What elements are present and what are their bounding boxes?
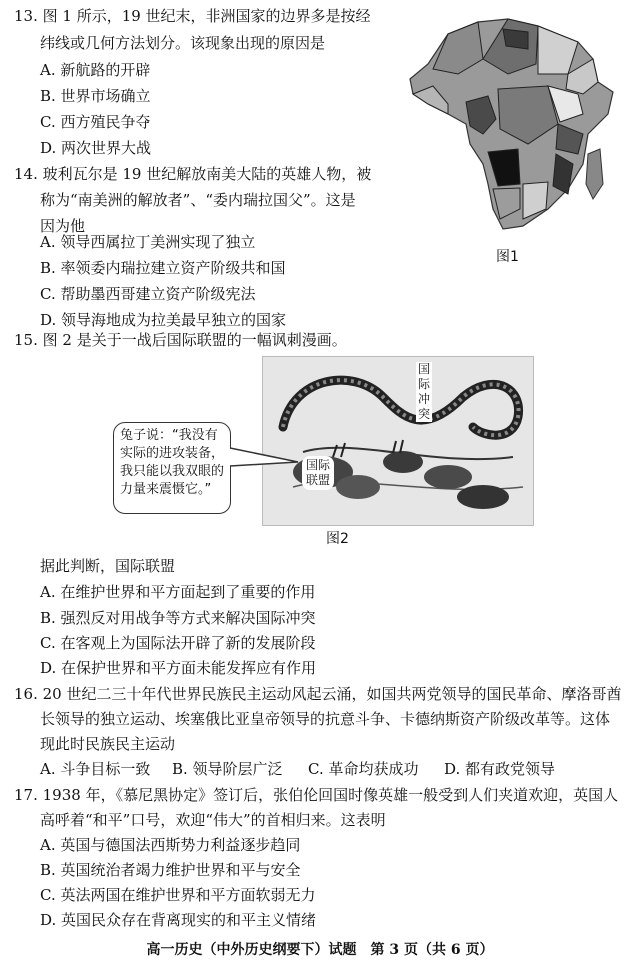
q14-stem-line3: 因为他 [40, 217, 86, 235]
q16-option-b: B. 领导阶层广泛 [172, 760, 283, 778]
q15-stem-line2: 据此判断，国际联盟 [40, 557, 176, 575]
snake-label-char: 突 [417, 407, 430, 421]
speech-bubble: 兔子说：“我没有实际的进攻装备，我只能以我双眼的力量来震慑它。” [113, 422, 231, 514]
page-footer: 高一历史（中外历史纲要下）试题 第 3 页（共 6 页） [146, 942, 494, 958]
q14-option-b: B. 率领委内瑞拉建立资产阶级共和国 [40, 259, 286, 277]
q14-stem-line1: 14. 玻利瓦尔是 19 世纪解放南美大陆的英雄人物，被 [14, 165, 372, 183]
q15-option-c: C. 在客观上为国际法开辟了新的发展阶段 [40, 634, 316, 652]
q16-option-a: A. 斗争目标一致 [40, 760, 151, 778]
q13-option-d: D. 两次世界大战 [40, 139, 152, 157]
q13-stem-line2: 纬线或几何方法划分。该现象出现的原因是 [40, 34, 326, 52]
q16-stem-line2: 长领导的独立运动、埃塞俄比亚皇帝领导的抗意斗争、卡德纳斯资产阶级改革等。这体 [40, 710, 611, 728]
snake-label-char: 际 [417, 377, 430, 391]
snake-label-char: 冲 [417, 392, 430, 406]
q16-stem-line3: 现此时民族民主运动 [40, 735, 176, 753]
q13-option-c: C. 西方殖民争夺 [40, 113, 151, 131]
figure-2-caption: 图2 [326, 531, 349, 547]
snake-label [416, 362, 432, 422]
q13-option-b: B. 世界市场确立 [40, 87, 151, 105]
q15-option-d: D. 在保护世界和平方面未能发挥应有作用 [40, 659, 317, 677]
q14-option-d: D. 领导海地成为拉美最早独立的国家 [40, 311, 287, 329]
q14-option-a: A. 领导西属拉丁美洲实现了独立 [40, 233, 256, 251]
q17-option-b: B. 英国统治者竭力维护世界和平与安全 [40, 861, 301, 879]
snake-label-char: 国 [417, 362, 430, 376]
q17-stem-line2: 高呼着“和平”口号，欢迎“伟大”的首相归来。这表明 [40, 811, 386, 829]
q17-stem-line1: 17. 1938 年，《慕尼黑协定》签订后，张伯伦回国时像英雄一般受到人们夹道欢迎，英国人 [14, 786, 619, 804]
q14-option-c: C. 帮助墨西哥建立资产阶级宪法 [40, 285, 256, 303]
speech-bubble-tail [228, 440, 308, 480]
rabbit-label-line: 国际 [306, 458, 331, 472]
q16-option-d: D. 都有政党领导 [444, 760, 556, 778]
q15-option-b: B. 强烈反对用战争等方式来解决国际冲突 [40, 609, 316, 627]
figure-1-caption: 图1 [496, 249, 519, 265]
q17-option-a: A. 英国与德国法西斯势力利益逐步趋同 [40, 836, 301, 854]
q15-option-a: A. 在维护世界和平方面起到了重要的作用 [40, 583, 316, 601]
q13-stem-line1: 13. 图 1 所示，19 世纪末，非洲国家的边界多是按经 [14, 7, 371, 25]
q14-stem-line2: 称为“南美洲的解放者”、“委内瑞拉国父”。这是 [40, 191, 356, 209]
q17-option-c: C. 英法两国在维护世界和平方面软弱无力 [40, 886, 316, 904]
q15-stem-line1: 15. 图 2 是关于一战后国际联盟的一幅讽刺漫画。 [14, 331, 347, 349]
africa-map-icon [388, 4, 624, 240]
rabbit-label-line: 联盟 [306, 473, 331, 487]
q16-stem-line1: 16. 20 世纪二三十年代世界民族民主运动风起云涌，如国共两党领导的国民革命、摩洛哥酋 [14, 685, 622, 703]
q17-option-d: D. 英国民众存在背离现实的和平主义情绪 [40, 911, 317, 929]
q16-option-c: C. 革命均获成功 [308, 760, 419, 778]
q13-option-a: A. 新航路的开辟 [40, 61, 151, 79]
